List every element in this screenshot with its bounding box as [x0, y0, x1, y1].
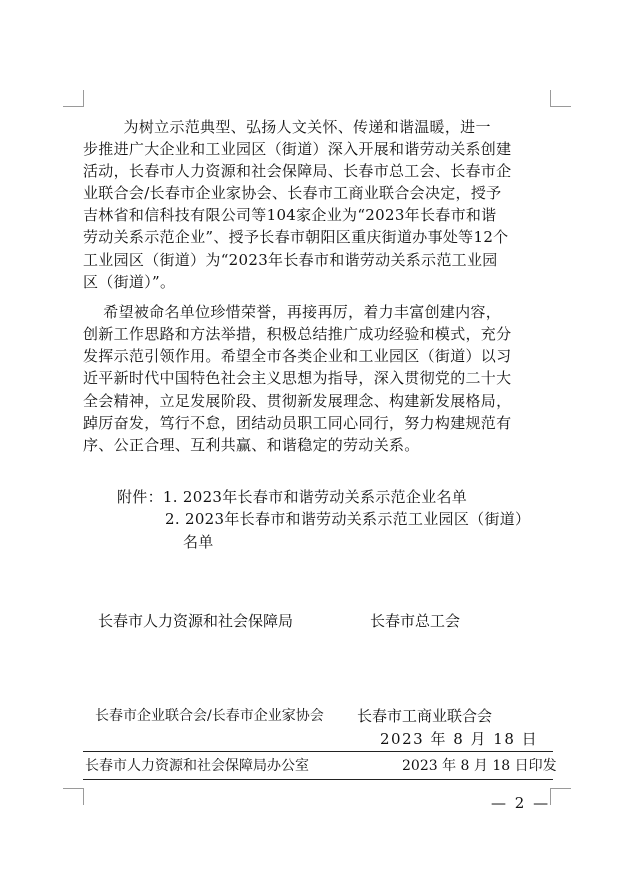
page-number: — 2 — — [491, 794, 551, 812]
footer-issue-date: 2023 年 8 月 18 日印发 — [402, 758, 557, 774]
attachment-item-2: 2. 2023年长春市和谐劳动关系示范工业园区（街道） — [165, 510, 531, 528]
signatory-enterprise-confederation: 长春市企业联合会/长春市企业家协会 — [95, 708, 324, 724]
paragraph-line: 序、公正合理、互利共赢、和谐稳定的劳动关系。 — [83, 436, 420, 454]
paragraph-line: 全会精神，立足发展阶段、贯彻新发展理念、构建新发展格局， — [83, 392, 512, 410]
paragraph-line: 活动，长春市人力资源和社会保障局、长春市总工会、长春市企 — [83, 162, 512, 180]
paragraph-line: 踔厉奋发，笃行不怠，团结动员职工同心同行，努力构建规范有 — [83, 414, 512, 432]
paragraph-line: 工业园区（街道）为“2023年长春市和谐劳动关系示范工业园 — [83, 251, 498, 269]
paragraph-line: 近平新时代中国特色社会主义思想为指导，深入贯彻党的二十大 — [83, 369, 512, 387]
footer-issuer: 长春市人力资源和社会保障局办公室 — [85, 758, 309, 774]
signatory-industry-commerce-federation: 长春市工商业联合会 — [357, 707, 493, 725]
footer-rule-top — [83, 751, 553, 752]
paragraph-line: 业联合会/长春市企业家协会、长春市工商业联合会决定，授予 — [83, 184, 502, 202]
footer-rule-bottom — [83, 779, 553, 780]
crop-mark-top-right — [550, 90, 571, 107]
crop-mark-top-left — [63, 90, 84, 107]
paragraph-line: 希望被命名单位珍惜荣誉，再接再厉，着力丰富创建内容， — [83, 303, 502, 321]
signatory-hrss-bureau: 长春市人力资源和社会保障局 — [98, 612, 294, 630]
paragraph-line: 发挥示范引领作用。希望全市各类企业和工业园区（街道）以习 — [83, 347, 512, 365]
paragraph-line: 为树立示范典型、弘扬人文关怀、传递和谐温暖，进一 — [83, 118, 491, 136]
paragraph-line: 吉林省和信科技有限公司等104家企业为“2023年长春市和谐 — [83, 206, 497, 224]
signatory-trade-union: 长春市总工会 — [370, 612, 461, 630]
crop-mark-bottom-left — [63, 788, 84, 805]
attachment-item-1: 附件：1. 2023年长春市和谐劳动关系示范企业名单 — [117, 488, 468, 506]
attachment-item-2-continued: 名单 — [183, 533, 214, 551]
paragraph-line: 创新工作思路和方法举措，积极总结推广成功经验和模式，充分 — [83, 325, 512, 343]
signature-date: 2023 年 8 月 18 日 — [380, 730, 539, 748]
crop-mark-bottom-right — [550, 788, 571, 805]
paragraph-line: 区（街道）”。 — [83, 273, 176, 291]
paragraph-line: 步推进广大企业和工业园区（街道）深入开展和谐劳动关系创建 — [83, 140, 512, 158]
paragraph-line: 劳动关系示范企业”、授予长春市朝阳区重庆街道办事处等12个 — [83, 228, 509, 246]
